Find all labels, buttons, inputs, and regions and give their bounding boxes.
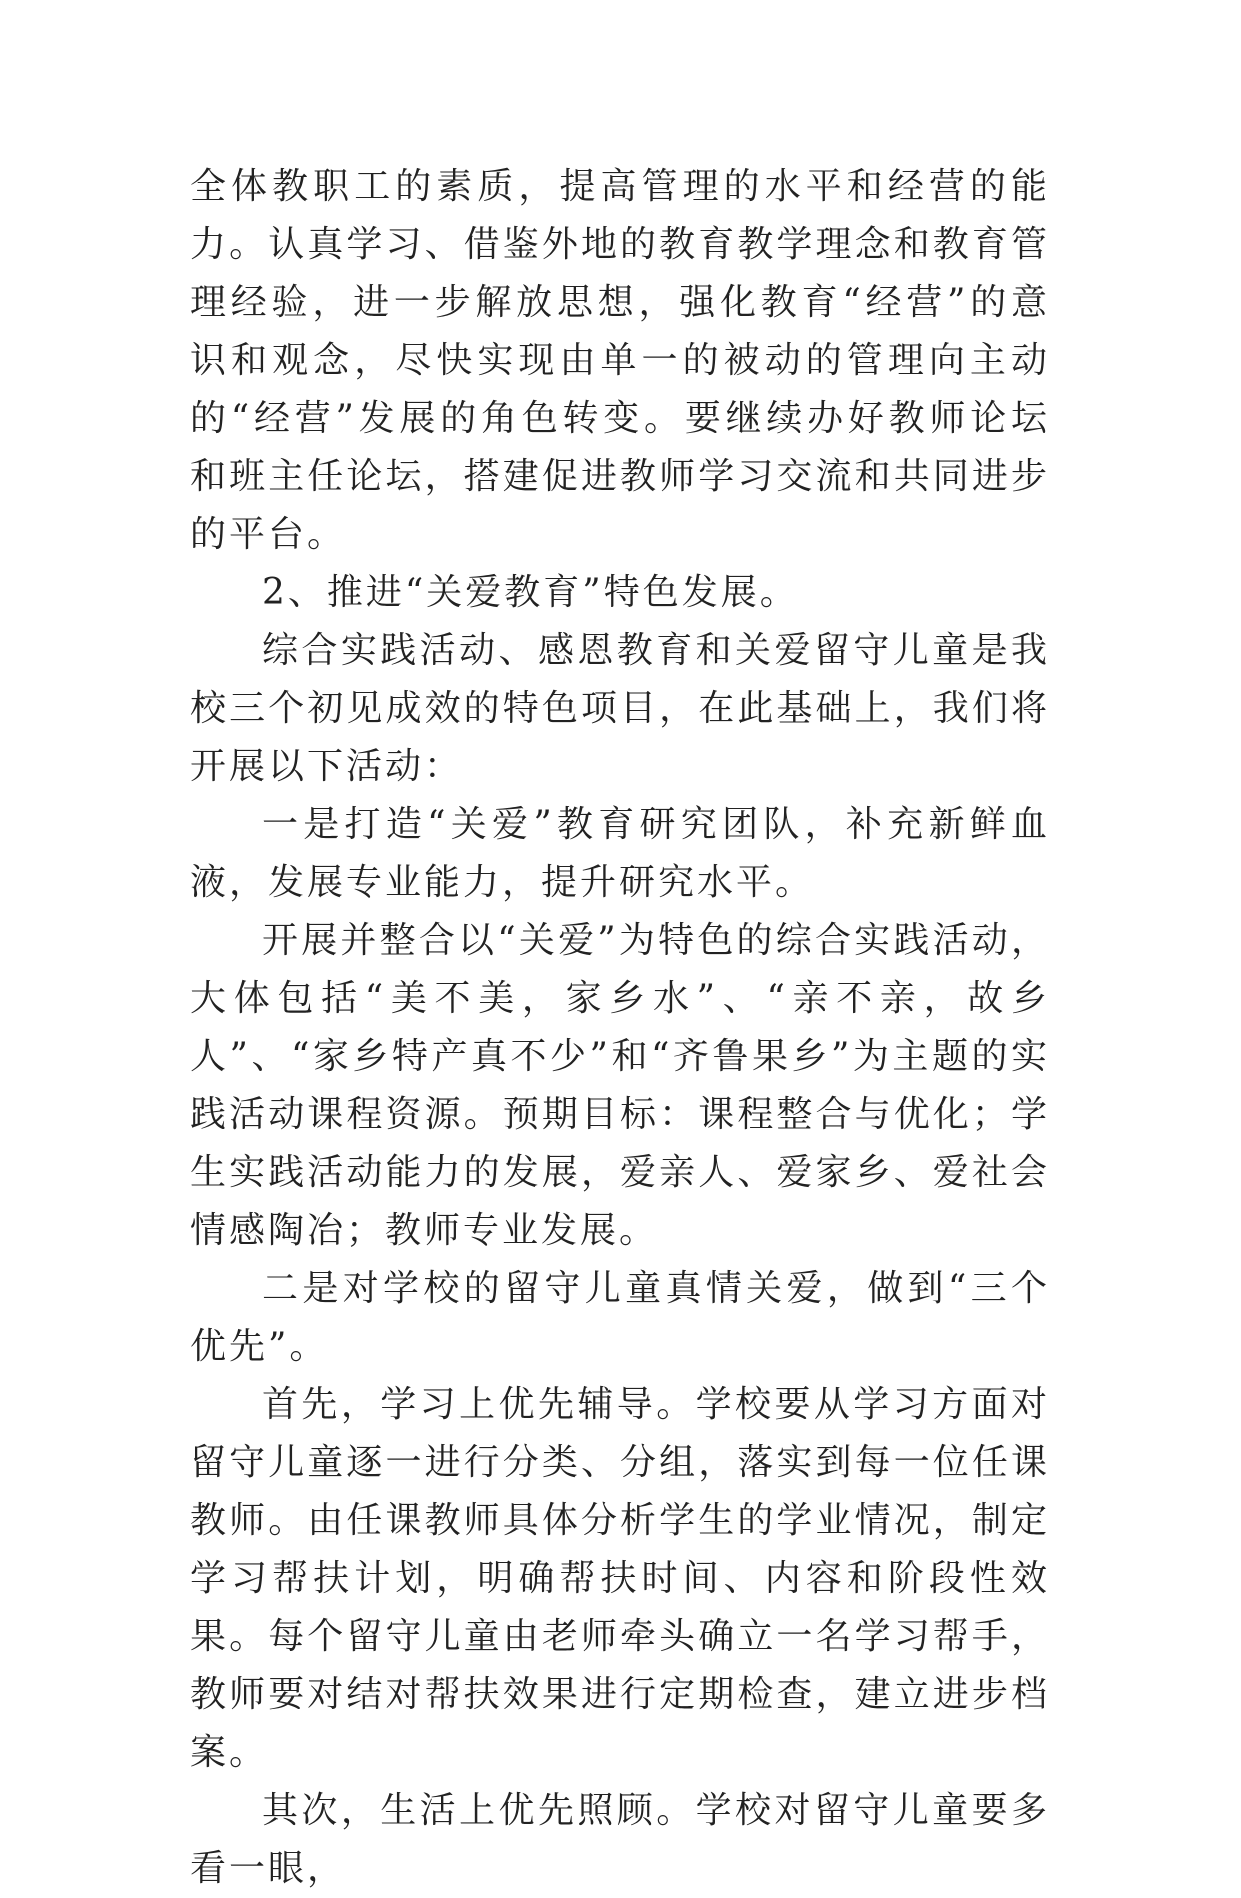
paragraph-research-team: 一是打造“关爱”教育研究团队，补充新鲜血液，发展专业能力，提升研究水平。	[190, 804, 1050, 903]
paragraph-study-priority: 首先，学习上优先辅导。学校要从学习方面对留守儿童逐一进行分类、分组，落实到每一位任课教师。由任课教师具体分析学生的学业情况，制定学习帮扶计划，明确帮扶时间、内容和阶段性效果。每个留守儿童由老师牵头确立一名学习帮手，教师要对结对帮扶效果进行定期检查，建立进步档案。	[190, 1384, 1050, 1773]
paragraph-practice-activities: 开展并整合以“关爱”为特色的综合实践活动，大体包括“美不美，家乡水”、“亲不亲，故乡人”、“家乡特产真不少”和“齐鲁果乡”为主题的实践活动课程资源。预期目标：课程整合与优化；学生实践活动能力的发展，爱亲人、爱家乡、爱社会情感陶冶；教师专业发展。	[190, 920, 1050, 1251]
paragraph-feature-projects: 综合实践活动、感恩教育和关爱留守儿童是我校三个初见成效的特色项目，在此基础上，我们将开展以下活动：	[190, 630, 1050, 787]
document-body	[190, 158, 1050, 1898]
section-heading-caring-education: 2、推进“关爱教育”特色发展。	[262, 572, 799, 613]
paragraph-life-priority: 其次，生活上优先照顾。学校对留守儿童要多看一眼，	[190, 1790, 1050, 1889]
paragraph-continuation: 全体教职工的素质，提高管理的水平和经营的能力。认真学习、借鉴外地的教育教学理念和教育管理经验，进一步解放思想，强化教育“经营”的意识和观念，尽快实现由单一的被动的管理向主动的“经营”发展的角色转变。要继续办好教师论坛和班主任论坛，搭建促进教师学习交流和共同进步的平台。	[190, 166, 1050, 555]
paragraph-three-priorities: 二是对学校的留守儿童真情关爱，做到“三个优先”。	[190, 1268, 1050, 1367]
